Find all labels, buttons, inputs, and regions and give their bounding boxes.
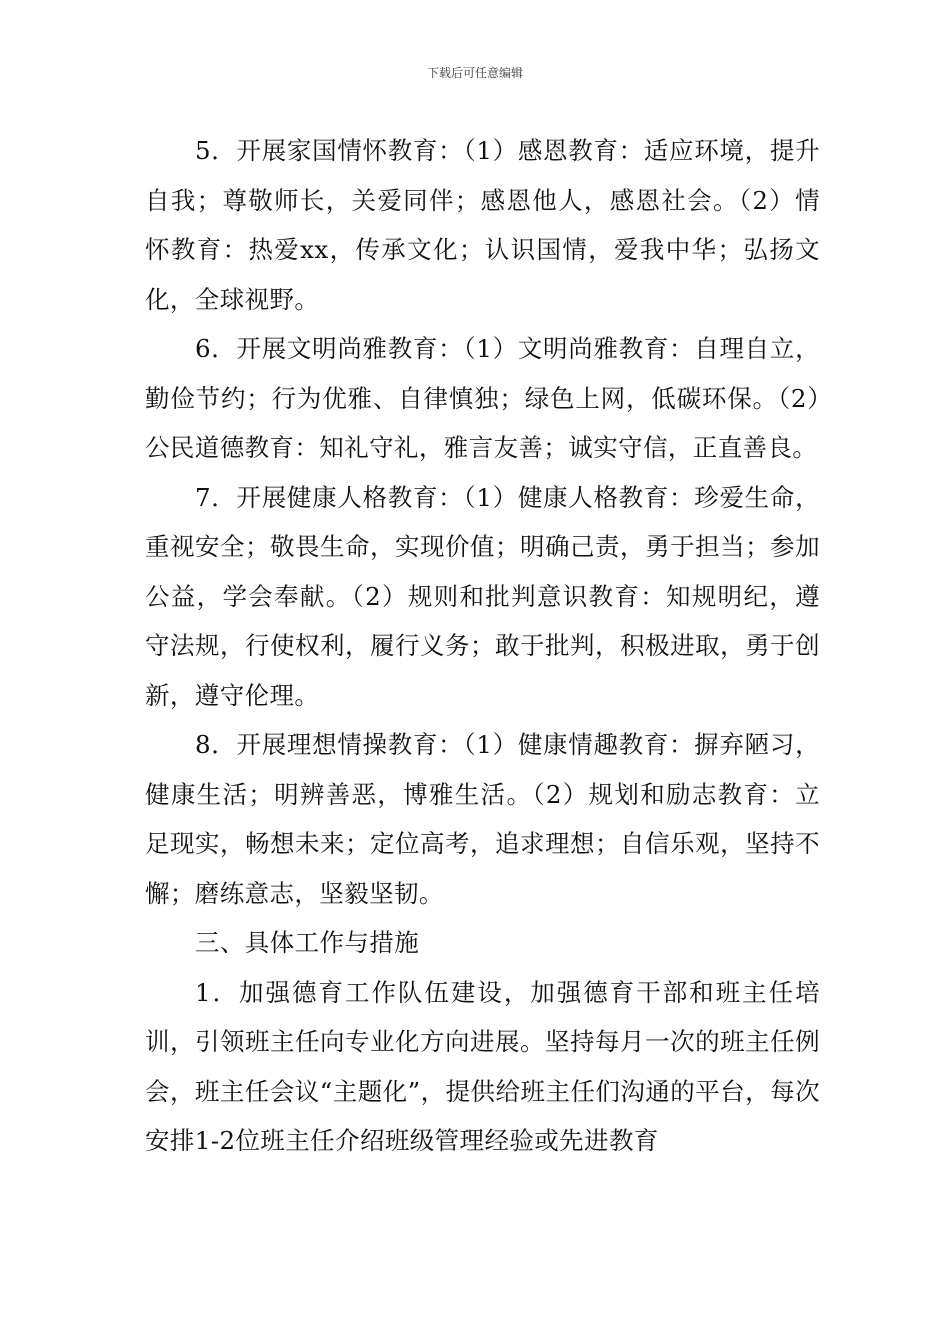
document-body <box>145 126 820 1166</box>
section-heading: 三、具体工作与措施 <box>195 928 420 957</box>
paragraph-item-5: 5．开展家国情怀教育：（1）感恩教育：适应环境，提升自我；尊敬师长，关爱同伴；感恩他人，感恩社会。（2）情怀教育：热爱xx，传承文化；认识国情，爱我中华；弘扬文化，全球视野。 <box>145 136 820 314</box>
paragraph-item-7: 7．开展健康人格教育：（1）健康人格教育：珍爱生命，重视安全；敬畏生命，实现价值；明确己责，勇于担当；参加公益，学会奉献。（2）规则和批判意识教育：知规明纪，遵守法规，行使权利，履行义务；敢于批判，积极进取，勇于创新，遵守伦理。 <box>145 482 820 710</box>
paragraph-item-6: 6．开展文明尚雅教育：（1）文明尚雅教育：自理自立，勤俭节约；行为优雅、自律慎独；绿色上网，低碳环保。（2）公民道德教育：知礼守礼，雅言友善；诚实守信，正直善良。 <box>145 334 820 462</box>
paragraph-item-8: 8．开展理想情操教育：（1）健康情趣教育：摒弃陋习，健康生活；明辨善恶，博雅生活。（2）规划和励志教育：立足现实，畅想未来；定位高考，追求理想；自信乐观，坚持不懈；磨练意志，坚毅坚韧。 <box>145 730 820 908</box>
page-header-note: 下载后可任意编辑 <box>426 66 523 80</box>
paragraph-measure-1: 1．加强德育工作队伍建设，加强德育干部和班主任培训，引领班主任向专业化方向进展。坚持每月一次的班主任例会，班主任会议“主题化”，提供给班主任们沟通的平台，每次安排1-2位班主任介绍班级管理经验或先进教育 <box>145 977 820 1155</box>
